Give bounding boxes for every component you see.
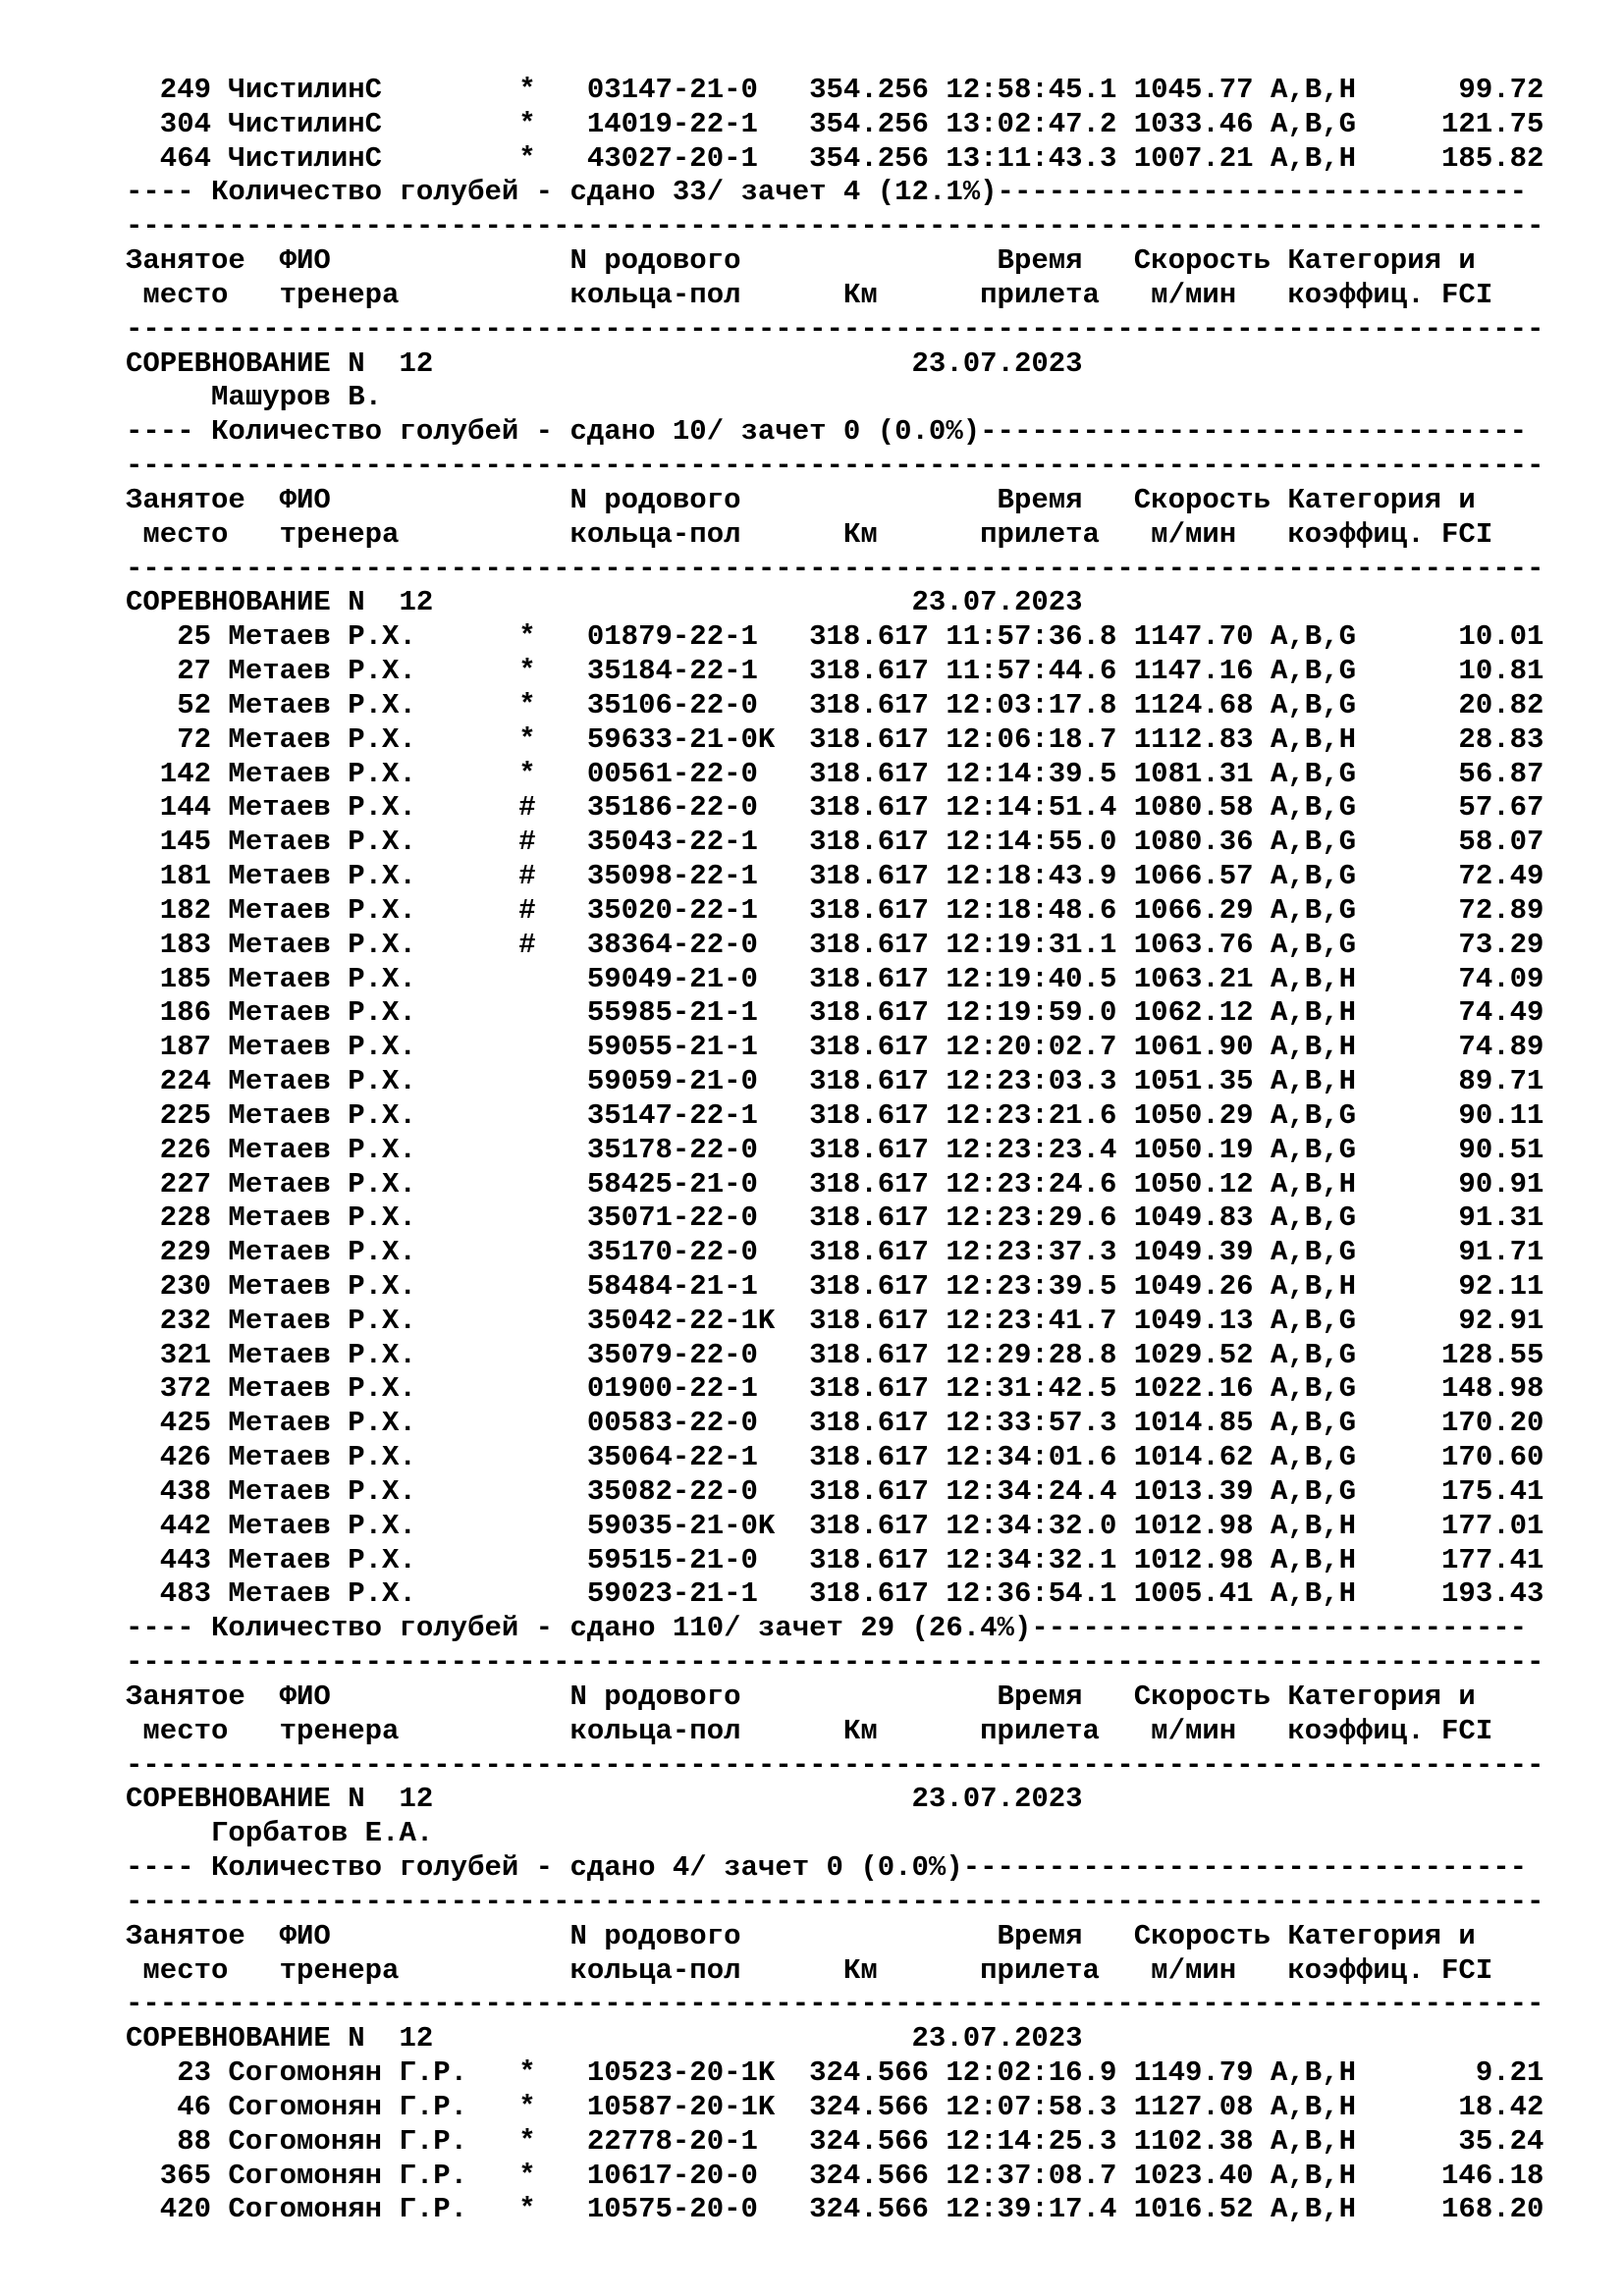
result-row: 187 Метаев Р.Х. 59055-21-1 318.617 12:20:02.7 1061.90 A,B,H 74.89 [126, 1031, 1544, 1064]
competition-header: СОРЕВНОВАНИЕ N 12 23.07.2023 [126, 586, 1083, 619]
result-row: 321 Метаев Р.Х. 35079-22-0 318.617 12:29:28.8 1029.52 A,B,G 128.55 [126, 1338, 1544, 1371]
result-row: 483 Метаев Р.Х. 59023-21-1 318.617 12:36:54.1 1005.41 A,B,H 193.43 [126, 1577, 1544, 1611]
separator-line: ----------------------------------------------------------------------------------- [126, 1748, 1544, 1782]
result-row: 183 Метаев Р.Х. # 38364-22-0 318.617 12:19:31.1 1063.76 A,B,G 73.29 [126, 928, 1544, 961]
result-row: 304 ЧистилинС * 14019-22-1 354.256 13:02:47.2 1033.46 A,B,G 121.75 [126, 107, 1544, 140]
result-row: 372 Метаев Р.Х. 01900-22-1 318.617 12:31:42.5 1022.16 A,B,G 148.98 [126, 1372, 1544, 1406]
fancier-name: Машуров В. [126, 381, 383, 414]
result-row: 88 Согомонян Г.Р. * 22778-20-1 324.566 12:14:25.3 1102.38 A,B,H 35.24 [126, 2124, 1544, 2158]
column-header-line: Занятое ФИО N родового Время Скорость Категория и [126, 1919, 1476, 1952]
separator-line: ----------------------------------------------------------------------------------- [126, 1646, 1544, 1680]
result-row: 230 Метаев Р.Х. 58484-21-1 318.617 12:23:39.5 1049.26 A,B,H 92.11 [126, 1269, 1544, 1303]
result-row: 52 Метаев Р.Х. * 35106-22-0 318.617 12:03:17.8 1124.68 A,B,G 20.82 [126, 688, 1544, 721]
result-row: 224 Метаев Р.Х. 59059-21-0 318.617 12:23:03.3 1051.35 A,B,H 89.71 [126, 1065, 1544, 1098]
result-row: 443 Метаев Р.Х. 59515-21-0 318.617 12:34:32.1 1012.98 A,B,H 177.41 [126, 1543, 1544, 1576]
result-row: 142 Метаев Р.Х. * 00561-22-0 318.617 12:14:39.5 1081.31 A,B,G 56.87 [126, 757, 1544, 790]
column-header-line: Занятое ФИО N родового Время Скорость Категория и [126, 483, 1476, 516]
result-row: 186 Метаев Р.Х. 55985-21-1 318.617 12:19:59.0 1062.12 A,B,H 74.49 [126, 996, 1544, 1030]
competition-header: СОРЕВНОВАНИЕ N 12 23.07.2023 [126, 1783, 1083, 1816]
summary-line: ---- Количество голубей - сдано 10/ зачет 0 (0.0%)-------------------------------- [126, 415, 1528, 449]
competition-header: СОРЕВНОВАНИЕ N 12 23.07.2023 [126, 347, 1083, 380]
column-subheader-line: место тренера кольца-пол Км прилета м/мин коэффиц. FCI [126, 1714, 1493, 1747]
result-row: 420 Согомонян Г.Р. * 10575-20-0 324.566 12:39:17.4 1016.52 A,B,H 168.20 [126, 2193, 1544, 2226]
result-row: 365 Согомонян Г.Р. * 10617-20-0 324.566 12:37:08.7 1023.40 A,B,H 146.18 [126, 2159, 1544, 2192]
fancier-name: Горбатов Е.А. [126, 1817, 434, 1850]
result-row: 145 Метаев Р.Х. # 35043-22-1 318.617 12:14:55.0 1080.36 A,B,G 58.07 [126, 826, 1544, 859]
result-row: 426 Метаев Р.Х. 35064-22-1 318.617 12:34:01.6 1014.62 A,B,G 170.60 [126, 1441, 1544, 1474]
column-header-line: Занятое ФИО N родового Время Скорость Категория и [126, 244, 1476, 278]
result-row: 232 Метаев Р.Х. 35042-22-1K 318.617 12:23:41.7 1049.13 A,B,G 92.91 [126, 1304, 1544, 1337]
results-printout [126, 74, 1598, 2227]
separator-line: ----------------------------------------------------------------------------------- [126, 552, 1544, 585]
column-header-line: Занятое ФИО N родового Время Скорость Категория и [126, 1680, 1476, 1713]
result-row: 464 ЧистилинС * 43027-20-1 354.256 13:11:43.3 1007.21 A,B,H 185.82 [126, 141, 1544, 175]
result-row: 438 Метаев Р.Х. 35082-22-0 318.617 12:34:24.4 1013.39 A,B,G 175.41 [126, 1474, 1544, 1508]
result-row: 144 Метаев Р.Х. # 35186-22-0 318.617 12:14:51.4 1080.58 A,B,G 57.67 [126, 791, 1544, 825]
result-row: 181 Метаев Р.Х. # 35098-22-1 318.617 12:18:43.9 1066.57 A,B,G 72.49 [126, 860, 1544, 893]
result-row: 182 Метаев Р.Х. # 35020-22-1 318.617 12:18:48.6 1066.29 A,B,G 72.89 [126, 893, 1544, 927]
separator-line: ----------------------------------------------------------------------------------- [126, 450, 1544, 483]
summary-line: ---- Количество голубей - сдано 110/ зачет 29 (26.4%)----------------------------- [126, 1612, 1528, 1645]
result-row: 185 Метаев Р.Х. 59049-21-0 318.617 12:19:40.5 1063.21 A,B,H 74.09 [126, 962, 1544, 995]
summary-line: ---- Количество голубей - сдано 4/ зачет 0 (0.0%)--------------------------------- [126, 1851, 1528, 1885]
separator-line: ----------------------------------------------------------------------------------- [126, 1988, 1544, 2021]
result-row: 249 ЧистилинС * 03147-21-0 354.256 12:58:45.1 1045.77 A,B,H 99.72 [126, 74, 1544, 106]
result-row: 72 Метаев Р.Х. * 59633-21-0K 318.617 12:06:18.7 1112.83 A,B,H 28.83 [126, 722, 1544, 756]
result-row: 229 Метаев Р.Х. 35170-22-0 318.617 12:23:37.3 1049.39 A,B,G 91.71 [126, 1236, 1544, 1269]
column-subheader-line: место тренера кольца-пол Км прилета м/мин коэффиц. FCI [126, 517, 1493, 551]
result-row: 25 Метаев Р.Х. * 01879-22-1 318.617 11:57:36.8 1147.70 A,B,G 10.01 [126, 620, 1544, 654]
result-row: 23 Согомонян Г.Р. * 10523-20-1K 324.566 12:02:16.9 1149.79 A,B,H 9.21 [126, 2056, 1544, 2090]
separator-line: ----------------------------------------------------------------------------------- [126, 312, 1544, 346]
summary-line: ---- Количество голубей - сдано 33/ зачет 4 (12.1%)------------------------------- [126, 176, 1528, 209]
separator-line: ----------------------------------------------------------------------------------- [126, 1885, 1544, 1918]
result-row: 442 Метаев Р.Х. 59035-21-0K 318.617 12:34:32.0 1012.98 A,B,H 177.01 [126, 1509, 1544, 1542]
result-row: 225 Метаев Р.Х. 35147-22-1 318.617 12:23:21.6 1050.29 A,B,G 90.11 [126, 1098, 1544, 1132]
result-row: 227 Метаев Р.Х. 58425-21-0 318.617 12:23:24.6 1050.12 A,B,H 90.91 [126, 1167, 1544, 1201]
result-row: 228 Метаев Р.Х. 35071-22-0 318.617 12:23:29.6 1049.83 A,B,G 91.31 [126, 1201, 1544, 1235]
result-row: 46 Согомонян Г.Р. * 10587-20-1K 324.566 12:07:58.3 1127.08 A,B,H 18.42 [126, 2090, 1544, 2123]
result-row: 27 Метаев Р.Х. * 35184-22-1 318.617 11:57:44.6 1147.16 A,B,G 10.81 [126, 655, 1544, 688]
competition-header: СОРЕВНОВАНИЕ N 12 23.07.2023 [126, 2022, 1083, 2056]
column-subheader-line: место тренера кольца-пол Км прилета м/мин коэффиц. FCI [126, 1953, 1493, 1987]
result-row: 226 Метаев Р.Х. 35178-22-0 318.617 12:23:23.4 1050.19 A,B,G 90.51 [126, 1133, 1544, 1166]
separator-line: ----------------------------------------------------------------------------------- [126, 210, 1544, 243]
column-subheader-line: место тренера кольца-пол Км прилета м/мин коэффиц. FCI [126, 278, 1493, 311]
result-row: 425 Метаев Р.Х. 00583-22-0 318.617 12:33:57.3 1014.85 A,B,G 170.20 [126, 1407, 1544, 1440]
